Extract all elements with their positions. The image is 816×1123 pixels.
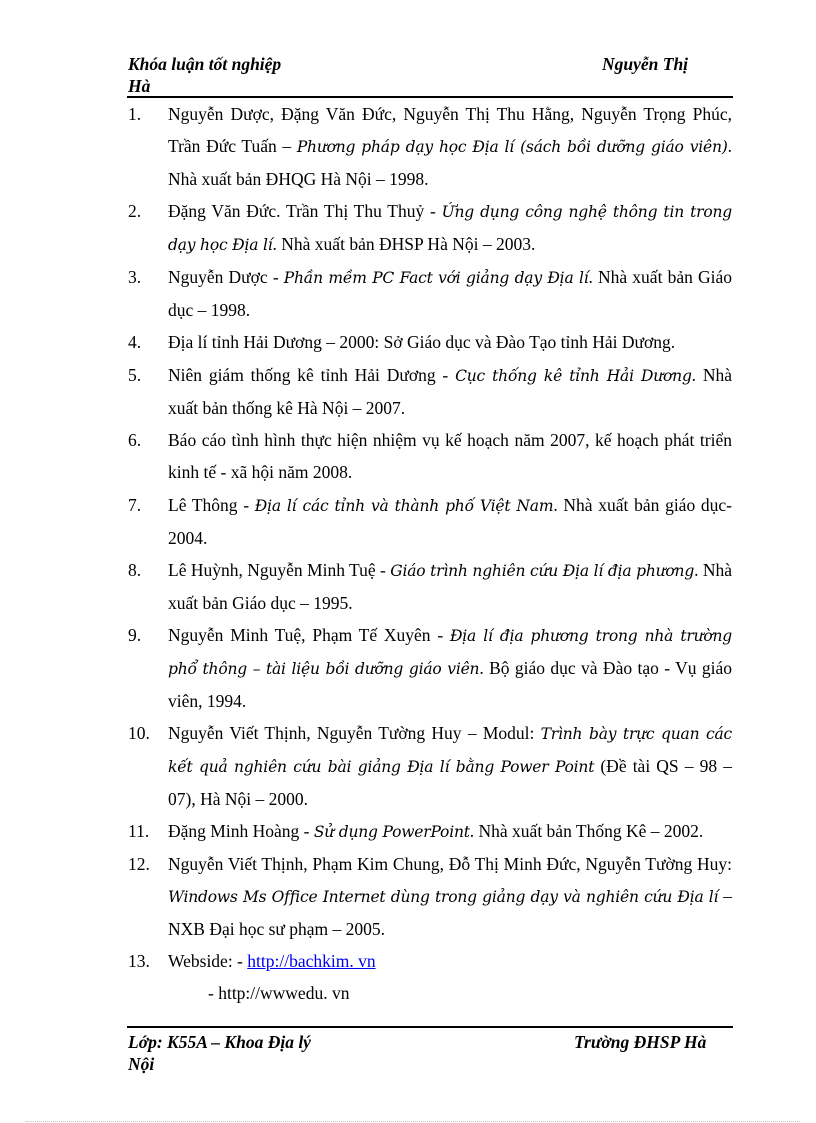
reference-text — [168, 848, 732, 945]
reference-item — [128, 554, 732, 619]
reference-publisher: . Nhà xuất bản Thống Kê – 2002. — [469, 821, 704, 841]
reference-item — [128, 195, 732, 261]
reference-publisher: (Đề tài QS – 98 – 07), Hà Nội – 2000. — [168, 756, 732, 809]
reference-number: 4. — [128, 332, 142, 352]
reference-authors: Báo cáo tình hình thực hiện nhiệm vụ kế hoạch năm 2007, kế hoạch phát triển kinh tế - xã hội năm 2008. — [168, 430, 732, 482]
reference-item — [128, 815, 732, 848]
footer-university: Trường ĐHSP Hà — [574, 1032, 707, 1052]
reference-authors: Niên giám thống kê tỉnh Hải Dương - — [168, 365, 456, 385]
reference-number: 11. — [128, 821, 150, 841]
reference-item — [128, 424, 732, 489]
reference-publisher: . Nhà xuất bản ĐHSP Hà Nội – 2003. — [272, 234, 536, 254]
reference-item — [128, 261, 732, 326]
footer-class: Lớp: K55A – Khoa Địa lý — [128, 1032, 311, 1052]
reference-item — [128, 326, 732, 359]
reference-publisher: . Bộ giáo dục và Đào tạo - Vụ giáo viên, 1994. — [168, 658, 733, 711]
reference-item — [128, 848, 732, 945]
reference-item — [128, 359, 732, 424]
reference-number: 7. — [128, 495, 142, 515]
reference-title: Phần mềm PC Fact với giảng dạy Địa lí — [283, 269, 589, 287]
reference-number: 5. — [128, 365, 142, 385]
reference-authors: Đặng Văn Đức. Trần Thị Thu Thuỷ - — [168, 201, 442, 221]
reference-text — [168, 945, 732, 977]
reference-text — [168, 424, 732, 489]
reference-authors: Nguyễn Viết Thịnh, Nguyễn Tường Huy – Modul: — [168, 723, 541, 743]
reference-title: Địa lí các tỉnh và thành phố Việt Nam — [254, 497, 554, 515]
header-author: Nguyễn Thị — [602, 54, 689, 74]
reference-title: Địa lí địa phương trong nhà trường phổ thông – tài liệu bồi dưỡng giáo viên — [168, 627, 732, 678]
reference-publisher: . Nhà xuất bản Giáo dục – 1995. — [168, 560, 733, 613]
reference-publisher: . Nhà xuất bản giáo dục- 2004. — [168, 495, 732, 548]
reference-number: 12. — [128, 854, 150, 874]
reference-authors: Địa lí tỉnh Hải Dương – 2000: Sở Giáo dục và Đào Tạo tỉnh Hải Dương. — [168, 332, 676, 352]
reference-number: 2. — [128, 201, 142, 221]
reference-number: 10. — [128, 723, 150, 743]
header-thesis-title: Khóa luận tốt nghiệp — [128, 54, 282, 74]
reference-publisher: . Nhà xuất bản thống kê Hà Nội – 2007. — [168, 365, 733, 418]
reference-number: 6. — [128, 430, 142, 450]
reference-text — [168, 326, 732, 359]
reference-item — [128, 98, 732, 195]
reference-title: Trình bày trực quan các kết quả nghiên cứu bài giảng Địa lí bằng Power Point — [168, 725, 733, 776]
reference-text — [168, 619, 732, 717]
reference-authors: Lê Thông - — [168, 495, 255, 515]
reference-authors: Lê Huỳnh, Nguyễn Minh Tuệ - — [168, 560, 391, 580]
reference-authors: Nguyễn Minh Tuệ, Phạm Tế Xuyên - — [168, 625, 450, 645]
reference-number: 9. — [128, 625, 142, 645]
footer-university-wrap: Nội — [128, 1054, 155, 1074]
reference-title: Windows Ms Office Internet dùng trong giảng dạy và nghiên cứu Địa lí — [168, 888, 719, 906]
reference-publisher: . Nhà xuất bản ĐHQG Hà Nội – 1998. — [168, 136, 732, 189]
reference-authors: Nguyễn Dược - — [168, 267, 284, 287]
reference-list — [128, 98, 732, 1009]
reference-text — [168, 717, 732, 815]
reference-number: 13. — [128, 951, 150, 971]
reference-authors: Nguyễn Viết Thịnh, Phạm Kim Chung, Đỗ Thị Minh Đức, Nguyễn Tường Huy: — [168, 854, 732, 874]
reference-text — [168, 195, 732, 261]
reference-item — [128, 619, 732, 717]
reference-text — [168, 554, 732, 619]
reference-title: Ứng dụng công nghệ thông tin trong dạy học Địa lí — [168, 203, 732, 254]
reference-text — [168, 98, 732, 195]
header-author-wrap: Hà — [128, 76, 151, 96]
reference-item — [128, 489, 732, 554]
reference-text — [168, 359, 732, 424]
reference-authors: Nguyễn Dược, Đặng Văn Đức, Nguyễn Thị Thu Hằng, Nguyễn Trọng Phúc, Trần Đức Tuấn – — [168, 104, 732, 156]
reference-title: Giáo trình nghiên cứu Địa lí địa phương — [390, 562, 695, 580]
footer-rule — [127, 1026, 733, 1028]
page-break-line — [26, 1121, 800, 1122]
reference-title: Phương pháp dạy học Địa lí (sách bồi dưỡng giáo viên) — [296, 138, 728, 156]
reference-title: Sử dụng PowerPoint — [313, 823, 470, 841]
reference-item-websites — [128, 945, 732, 1009]
reference-text — [168, 261, 732, 326]
reference-title: Cục thống kê tỉnh Hải Dương — [455, 367, 692, 385]
reference-number: 1. — [128, 104, 142, 124]
websites-label: Webside: - — [168, 951, 248, 971]
reference-item — [128, 717, 732, 815]
reference-text — [168, 815, 732, 848]
reference-text — [168, 489, 732, 554]
reference-publisher: – NXB Đại học sư phạm – 2005. — [168, 886, 732, 939]
website-wwwedu: - http://wwwedu. vn — [208, 983, 350, 1003]
reference-publisher: . Nhà xuất bản Giáo dục – 1998. — [168, 267, 732, 320]
website-link-bachkim[interactable]: http://bachkim. vn — [247, 951, 376, 971]
reference-number: 8. — [128, 560, 142, 580]
reference-authors: Đặng Minh Hoàng - — [168, 821, 314, 841]
reference-number: 3. — [128, 267, 142, 287]
